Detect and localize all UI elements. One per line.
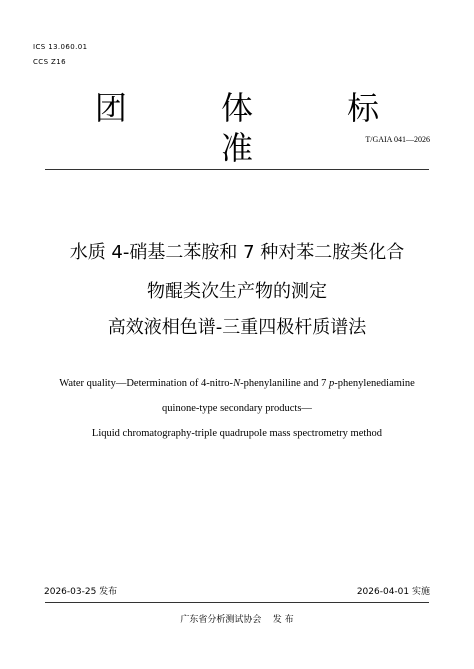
english-title-line-1-prefix: Water quality—Determination of 4-nitro- [59,378,234,389]
implement-date: 2026-04-01 实施 [356,587,430,597]
chinese-title-line-2: 物醌类次生产物的测定 [147,281,327,302]
top-divider [45,169,429,170]
standard-type-title [0,88,474,168]
chinese-title-line-1: 水质 4-硝基二苯胺和 7 种对苯二胺类化合 [69,242,405,263]
standard-type-text: 团 体 标 准 [94,89,422,167]
english-title-line-2: quinone-type secondary products— [162,403,312,414]
english-title-line-1-suffix: -phenylenediamine [334,378,415,389]
english-title-italic-n: N [233,378,241,389]
ics-code: ICS 13.060.01 [33,43,88,51]
english-title-line-1-mid: -phenylaniline and 7 [240,378,330,389]
bottom-divider [45,602,429,603]
chinese-title-line-3: 高效液相色谱-三重四极杆质谱法 [107,317,367,338]
english-title-italic-p: p [329,378,335,389]
english-title-line-1 [0,377,474,391]
ccs-code: CCS Z16 [33,58,66,66]
issuer: 广东省分析测试协会 发 布 [180,615,294,625]
standard-number: T/GAIA 041—2026 [365,135,430,144]
publish-date: 2026-03-25 发布 [44,587,118,597]
english-title-line-3: Liquid chromatography-triple quadrupole mass spectrometry method [91,428,383,439]
